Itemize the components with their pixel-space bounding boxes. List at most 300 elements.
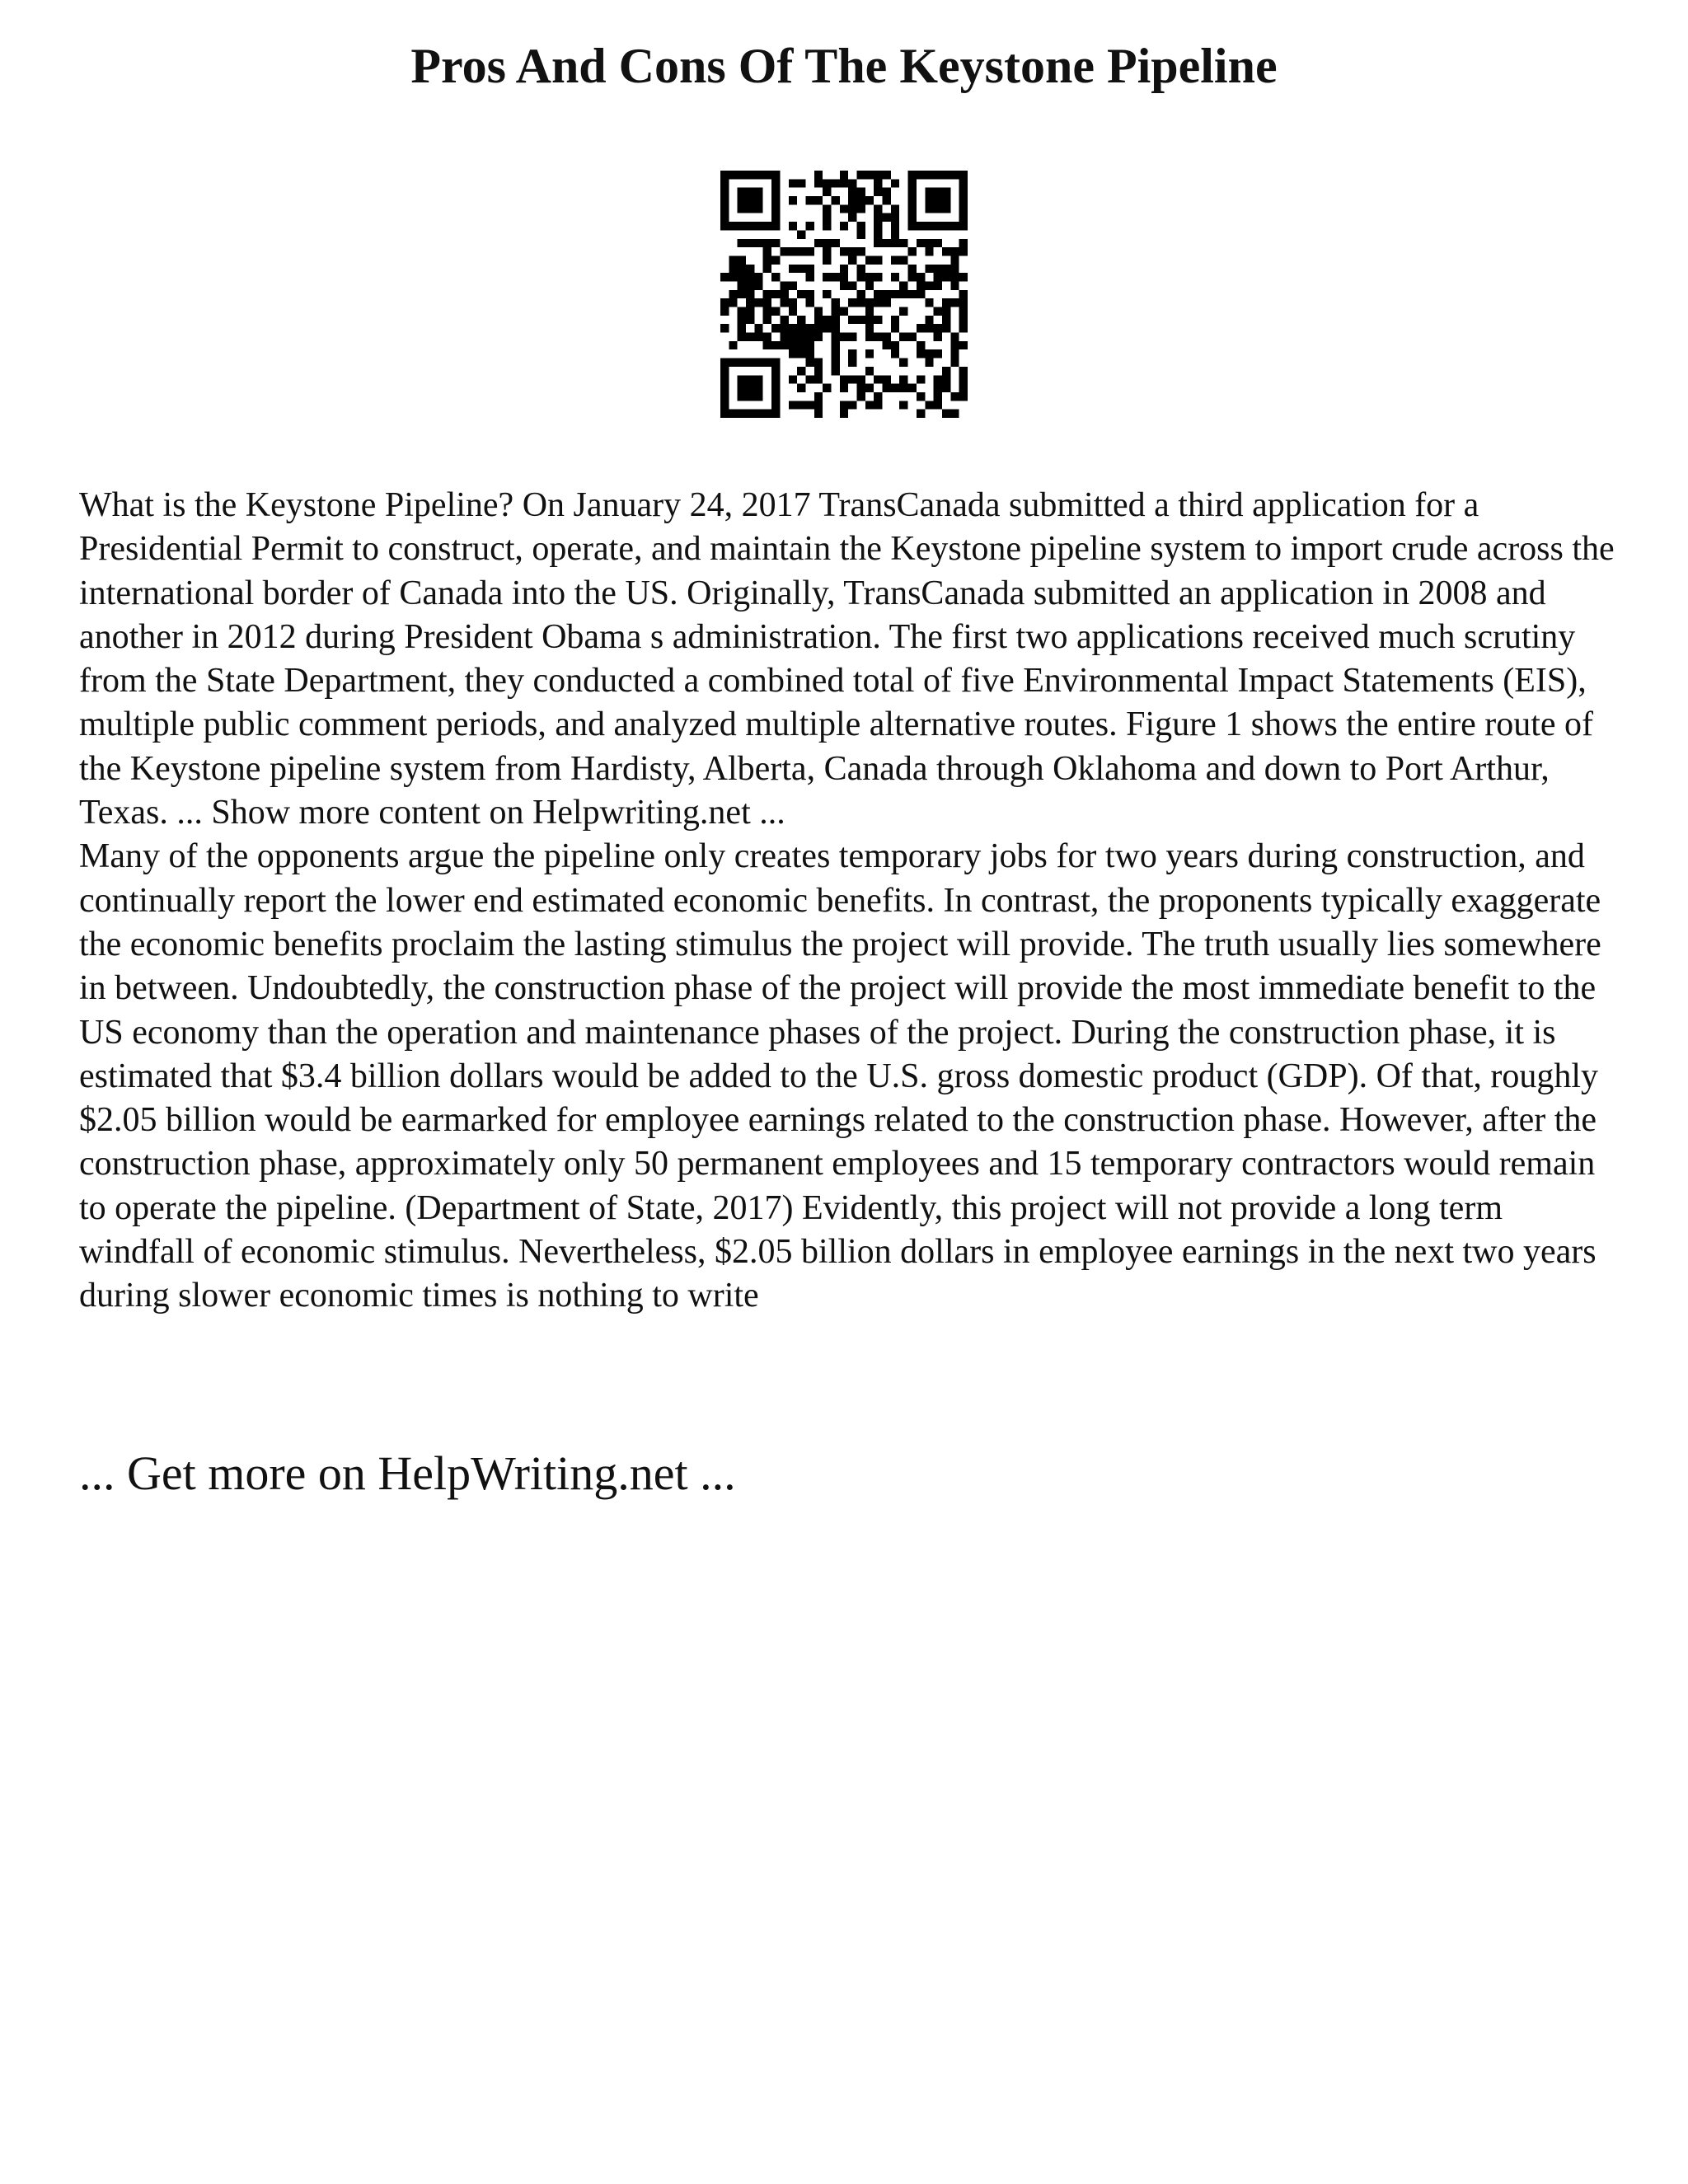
qr-module	[950, 410, 959, 418]
qr-module	[763, 222, 771, 230]
qr-module	[746, 222, 754, 230]
qr-module	[883, 384, 891, 392]
qr-module	[789, 298, 797, 307]
qr-module	[754, 384, 762, 392]
qr-module	[805, 222, 814, 230]
qr-module	[959, 239, 968, 247]
qr-module	[908, 188, 917, 196]
qr-module	[883, 341, 891, 349]
qr-module	[874, 316, 882, 324]
qr-module	[797, 247, 805, 255]
qr-module	[874, 298, 882, 307]
qr-module	[780, 324, 788, 332]
qr-module	[823, 247, 831, 255]
qr-module	[831, 307, 839, 316]
qr-module	[959, 213, 968, 222]
qr-module	[925, 281, 933, 289]
qr-module	[857, 384, 865, 392]
qr-module	[917, 281, 925, 289]
qr-module	[754, 273, 762, 281]
qr-module	[908, 213, 917, 222]
qr-module	[754, 324, 762, 332]
qr-module	[934, 307, 942, 316]
qr-module	[831, 341, 839, 349]
qr-module	[831, 196, 839, 204]
qr-module	[865, 401, 874, 409]
qr-module	[754, 410, 762, 418]
qr-module	[754, 196, 762, 204]
qr-module	[780, 316, 788, 324]
qr-module	[891, 222, 899, 230]
qr-module	[771, 179, 780, 187]
qr-module	[789, 401, 797, 409]
qr-module	[797, 349, 805, 358]
qr-module	[797, 367, 805, 375]
qr-module	[899, 375, 907, 383]
qr-module	[823, 255, 831, 264]
qr-module	[720, 188, 729, 196]
qr-module	[942, 171, 950, 179]
qr-module	[831, 239, 839, 247]
qr-module	[857, 298, 865, 307]
qr-module	[874, 392, 882, 401]
qr-module	[805, 375, 814, 383]
qr-module	[738, 196, 746, 204]
qr-module	[874, 213, 882, 222]
qr-module	[857, 247, 865, 255]
qr-module	[746, 298, 754, 307]
qr-module	[814, 171, 823, 179]
qr-module	[891, 239, 899, 247]
qr-module	[857, 290, 865, 298]
qr-module	[754, 333, 762, 341]
qr-module	[814, 196, 823, 204]
qr-module	[746, 392, 754, 401]
qr-module	[942, 196, 950, 204]
qr-module	[925, 204, 933, 213]
qr-module	[917, 375, 925, 383]
qr-module	[840, 222, 848, 230]
qr-module	[789, 281, 797, 289]
qr-module	[891, 349, 899, 358]
get-more-link[interactable]: ... Get more on HelpWriting.net ...	[79, 1446, 736, 1500]
qr-module	[857, 171, 865, 179]
qr-module	[814, 333, 823, 341]
qr-module	[934, 196, 942, 204]
qr-module	[908, 273, 917, 281]
qr-module	[840, 307, 848, 316]
qr-module	[959, 247, 968, 255]
qr-module	[814, 316, 823, 324]
qr-module	[805, 290, 814, 298]
qr-module	[959, 392, 968, 401]
qr-module	[942, 375, 950, 383]
qr-module	[738, 384, 746, 392]
qr-module	[805, 359, 814, 367]
qr-module	[899, 281, 907, 289]
paragraph-intro: What is the Keystone Pipeline? On January 24, 2017 TransCanada submitted a third application for a Presidential Permit to construct, operate, and maintain the Keystone pipeline system to import crude across the international border of Canada into the US. Originally, TransCanada submitted an application in 2008 and another in 2012 during President Obama s administration. The first two applications received much scrutiny from the State Department, they conducted a combined total of five Environmental Impact Statements (EIS), multiple public comment periods, and analyzed multiple alternative routes. Figure 1 shows the entire route of the Keystone pipeline system from Hardisty, Alberta, Canada through Oklahoma and down to Port Arthur, Texas. ... Show more content on Helpwriting.net ...	[79, 486, 1615, 832]
qr-module	[789, 222, 797, 230]
qr-module	[729, 255, 737, 264]
qr-module	[789, 349, 797, 358]
qr-module	[720, 359, 729, 367]
qr-module	[865, 171, 874, 179]
qr-module	[950, 265, 959, 273]
qr-module	[738, 281, 746, 289]
qr-module	[729, 410, 737, 418]
qr-module	[917, 171, 925, 179]
qr-module	[797, 290, 805, 298]
qr-module	[865, 307, 874, 316]
qr-module	[720, 392, 729, 401]
qr-module	[771, 367, 780, 375]
qr-module	[831, 333, 839, 341]
qr-module	[874, 255, 882, 264]
qr-module	[738, 392, 746, 401]
qr-module	[899, 239, 907, 247]
qr-module	[720, 298, 729, 307]
qr-module	[771, 341, 780, 349]
qr-module	[823, 188, 831, 196]
qr-module	[874, 273, 882, 281]
qr-module	[823, 179, 831, 187]
qr-module	[746, 333, 754, 341]
qr-module	[857, 204, 865, 213]
qr-module	[840, 401, 848, 409]
qr-module	[754, 188, 762, 196]
qr-module	[857, 316, 865, 324]
qr-module	[746, 239, 754, 247]
qr-module	[754, 359, 762, 367]
qr-module	[771, 290, 780, 298]
qr-module	[797, 265, 805, 273]
qr-module	[729, 290, 737, 298]
qr-module	[754, 222, 762, 230]
qr-module	[950, 298, 959, 307]
qr-module	[771, 375, 780, 383]
qr-module	[934, 401, 942, 409]
qr-module	[934, 281, 942, 289]
qr-module	[883, 333, 891, 341]
qr-module	[746, 171, 754, 179]
qr-module	[950, 341, 959, 349]
qr-module	[959, 341, 968, 349]
qr-module	[771, 307, 780, 316]
qr-module	[805, 298, 814, 307]
qr-module	[754, 204, 762, 213]
qr-module	[840, 410, 848, 418]
qr-module	[746, 273, 754, 281]
qr-module	[908, 333, 917, 341]
qr-module	[763, 410, 771, 418]
qr-module	[899, 384, 907, 392]
qr-module	[934, 392, 942, 401]
qr-module	[797, 401, 805, 409]
qr-module	[789, 247, 797, 255]
qr-module	[857, 230, 865, 238]
qr-module	[780, 247, 788, 255]
qr-module	[959, 171, 968, 179]
qr-module	[729, 273, 737, 281]
qr-module	[899, 333, 907, 341]
qr-module	[831, 273, 839, 281]
qr-module	[805, 265, 814, 273]
qr-module	[746, 290, 754, 298]
qr-module	[729, 171, 737, 179]
qr-module	[754, 171, 762, 179]
qr-module	[950, 333, 959, 341]
qr-module	[950, 273, 959, 281]
qr-module	[883, 171, 891, 179]
qr-module	[763, 359, 771, 367]
qr-module	[738, 265, 746, 273]
qr-module	[959, 367, 968, 375]
qr-module	[865, 298, 874, 307]
qr-module	[738, 359, 746, 367]
qr-module	[763, 290, 771, 298]
qr-module	[789, 307, 797, 316]
qr-module	[805, 341, 814, 349]
qr-module	[891, 273, 899, 281]
qr-module	[738, 273, 746, 281]
qr-module	[891, 341, 899, 349]
qr-module	[848, 196, 856, 204]
qr-module	[857, 375, 865, 383]
qr-module	[857, 188, 865, 196]
qr-module	[780, 281, 788, 289]
qr-module	[738, 316, 746, 324]
qr-module	[738, 375, 746, 383]
qr-module	[934, 273, 942, 281]
qr-module	[814, 392, 823, 401]
qr-module	[840, 333, 848, 341]
qr-module	[771, 401, 780, 409]
qr-module	[771, 392, 780, 401]
qr-module	[925, 171, 933, 179]
qr-module	[942, 316, 950, 324]
qr-module	[891, 384, 899, 392]
qr-module	[908, 171, 917, 179]
qr-module	[934, 171, 942, 179]
qr-module	[942, 188, 950, 196]
qr-module	[848, 298, 856, 307]
qr-module	[771, 324, 780, 332]
qr-module	[831, 359, 839, 367]
qr-module	[959, 196, 968, 204]
qr-module	[805, 333, 814, 341]
qr-module	[917, 273, 925, 281]
qr-module	[720, 222, 729, 230]
qr-module	[917, 324, 925, 332]
qr-module	[771, 213, 780, 222]
qr-module	[908, 384, 917, 392]
qr-module	[959, 316, 968, 324]
qr-module	[891, 213, 899, 222]
qr-module	[848, 247, 856, 255]
qr-module	[823, 204, 831, 213]
qr-module	[848, 316, 856, 324]
qr-module	[789, 324, 797, 332]
qr-module	[942, 410, 950, 418]
qr-module	[959, 375, 968, 383]
qr-module	[789, 179, 797, 187]
qr-module	[814, 375, 823, 383]
qr-module	[771, 204, 780, 213]
qr-module	[950, 247, 959, 255]
qr-module	[899, 359, 907, 367]
qr-module	[917, 341, 925, 349]
qr-module	[934, 188, 942, 196]
qr-module	[950, 255, 959, 264]
qr-module	[908, 179, 917, 187]
qr-module	[754, 281, 762, 289]
qr-module	[934, 324, 942, 332]
qr-module	[857, 222, 865, 230]
qr-module	[738, 255, 746, 264]
qr-module	[746, 307, 754, 316]
qr-module	[891, 255, 899, 264]
qr-module	[797, 179, 805, 187]
qr-module	[840, 384, 848, 392]
qr-module	[950, 359, 959, 367]
qr-module	[763, 316, 771, 324]
qr-module	[874, 179, 882, 187]
qr-module	[746, 410, 754, 418]
qr-module	[763, 255, 771, 264]
qr-module	[925, 298, 933, 307]
qr-code-graphic	[720, 171, 968, 418]
qr-module	[763, 341, 771, 349]
qr-module	[934, 204, 942, 213]
qr-module	[797, 230, 805, 238]
qr-module	[874, 204, 882, 213]
qr-module	[942, 273, 950, 281]
qr-module	[883, 375, 891, 383]
qr-module	[789, 196, 797, 204]
qr-module	[883, 196, 891, 204]
qr-module	[925, 265, 933, 273]
qr-module	[814, 307, 823, 316]
qr-module	[942, 265, 950, 273]
qr-code-icon[interactable]	[720, 171, 968, 418]
qr-module	[797, 384, 805, 392]
qr-module	[789, 265, 797, 273]
qr-module	[797, 324, 805, 332]
qr-module	[959, 222, 968, 230]
qr-module	[720, 179, 729, 187]
qr-module	[720, 196, 729, 204]
qr-module	[848, 281, 856, 289]
qr-module	[780, 333, 788, 341]
qr-module	[874, 290, 882, 298]
qr-module	[780, 290, 788, 298]
qr-module	[942, 307, 950, 316]
qr-module	[763, 307, 771, 316]
qr-module	[823, 222, 831, 230]
qr-module	[720, 384, 729, 392]
qr-module	[908, 204, 917, 213]
qr-module	[917, 349, 925, 358]
qr-module	[746, 196, 754, 204]
qr-module	[805, 196, 814, 204]
qr-module	[738, 410, 746, 418]
qr-module	[738, 204, 746, 213]
qr-module	[959, 179, 968, 187]
qr-module	[865, 333, 874, 341]
qr-module	[738, 290, 746, 298]
qr-module	[797, 333, 805, 341]
qr-module	[823, 213, 831, 222]
qr-module	[865, 273, 874, 281]
qr-module	[925, 324, 933, 332]
qr-module	[746, 188, 754, 196]
qr-module	[899, 255, 907, 264]
qr-module	[840, 171, 848, 179]
qr-module	[840, 265, 848, 273]
qr-module	[720, 307, 729, 316]
qr-module	[729, 298, 737, 307]
qr-module	[917, 392, 925, 401]
qr-module	[865, 281, 874, 289]
qr-module	[848, 333, 856, 341]
qr-module	[754, 298, 762, 307]
qr-module	[738, 333, 746, 341]
qr-module	[840, 247, 848, 255]
qr-module	[950, 349, 959, 358]
qr-module	[925, 401, 933, 409]
qr-module	[959, 290, 968, 298]
paragraph-economics: Many of the opponents argue the pipeline only creates temporary jobs for two years during construction, and continually report the lower end estimated economic benefits. In contrast, the proponents typically exaggerate the economic benefits proclaim the lasting stimulus the project will provide. The truth usually lies somewhere in between. Undoubtedly, the construction phase of the project will provide the most immediate benefit to the US economy than the operation and maintenance phases of the project. During the construction phase, it is estimated that $3.4 billion dollars would be added to the U.S. gross domestic product (GDP). Of that, roughly $2.05 billion would be earmarked for employee earnings related to the construction phase. However, after the construction phase, approximately only 50 permanent employees and 15 temporary contractors would remain to operate the pipeline. (Department of State, 2017) Evidently, this project will not provide a long term windfall of economic stimulus. Nevertheless, $2.05 billion dollars in employee earnings in the next two years during slower economic times is nothing to write	[79, 837, 1601, 1315]
qr-module	[771, 255, 780, 264]
qr-module	[865, 316, 874, 324]
qr-module	[857, 196, 865, 204]
qr-module	[754, 392, 762, 401]
qr-module	[942, 204, 950, 213]
qr-module	[729, 359, 737, 367]
qr-module	[746, 204, 754, 213]
qr-module	[874, 188, 882, 196]
qr-module	[883, 213, 891, 222]
qr-module	[746, 281, 754, 289]
qr-module	[959, 188, 968, 196]
qr-module	[934, 333, 942, 341]
qr-module	[848, 349, 856, 358]
qr-module	[925, 222, 933, 230]
qr-module	[720, 213, 729, 222]
qr-module	[738, 307, 746, 316]
qr-module	[942, 384, 950, 392]
qr-module	[891, 230, 899, 238]
qr-module	[771, 359, 780, 367]
qr-module	[908, 247, 917, 255]
qr-module	[763, 333, 771, 341]
qr-module	[814, 359, 823, 367]
qr-module	[823, 316, 831, 324]
qr-module	[925, 239, 933, 247]
qr-module	[848, 188, 856, 196]
qr-module	[797, 316, 805, 324]
qr-module	[729, 341, 737, 349]
qr-module	[934, 222, 942, 230]
qr-module	[789, 375, 797, 383]
qr-module	[771, 384, 780, 392]
page-title: Pros And Cons Of The Keystone Pipeline	[410, 39, 1278, 93]
qr-module	[831, 349, 839, 358]
qr-module	[746, 316, 754, 324]
qr-module	[805, 324, 814, 332]
qr-module	[899, 401, 907, 409]
qr-module	[738, 324, 746, 332]
